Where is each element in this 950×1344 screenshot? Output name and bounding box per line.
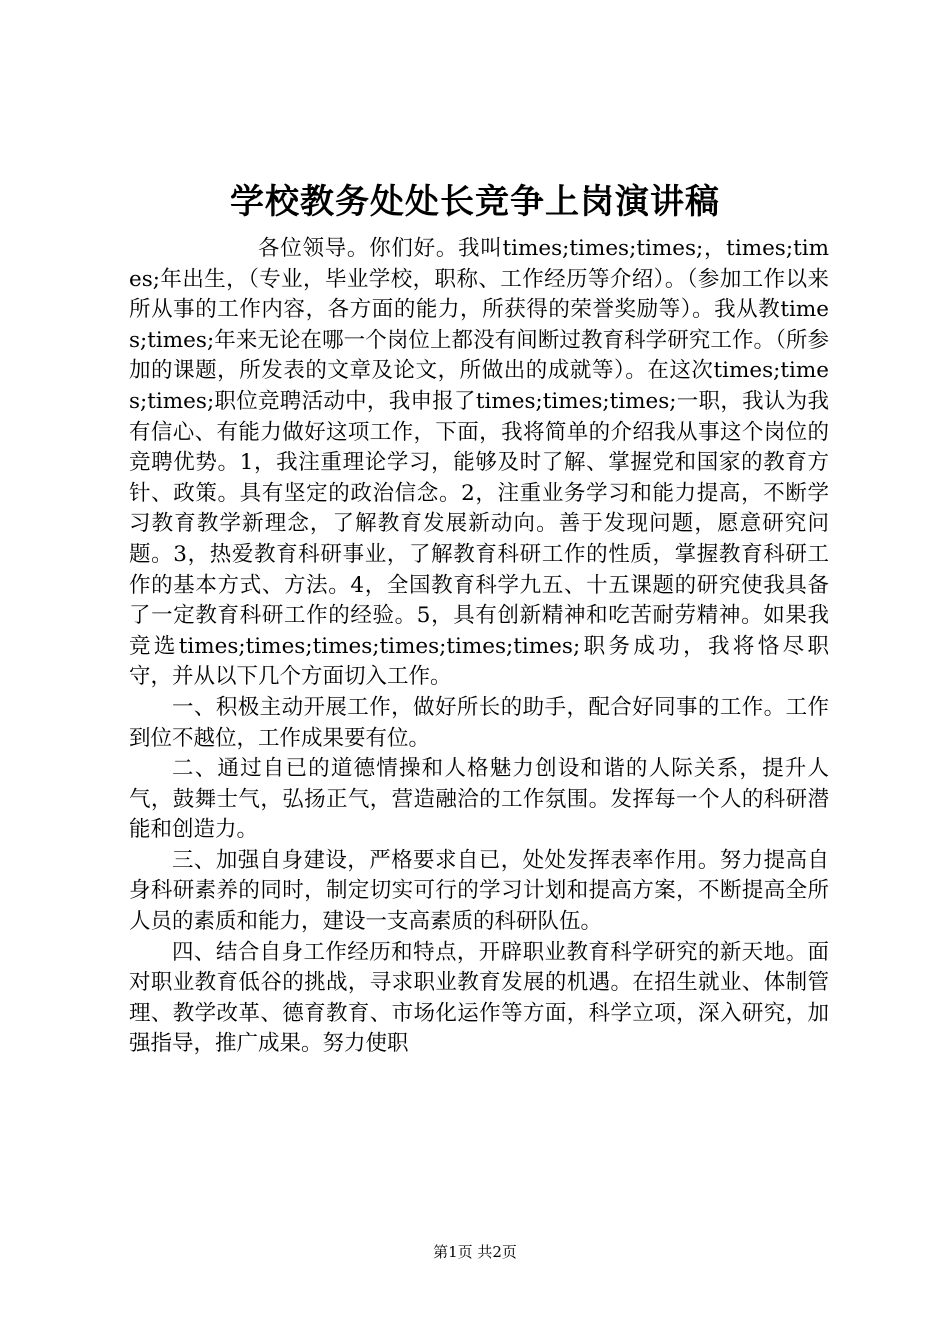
document-title: 学校教务处处长竞争上岗演讲稿 — [230, 182, 720, 222]
paragraph-item-1: 一、积极主动开展工作，做好所长的助手，配合好同事的工作。工作到位不越位，工作成果要有位。 — [129, 694, 829, 751]
paragraph-item-4: 四、结合自身工作经历和特点，开辟职业教育科学研究的新天地。面对职业教育低谷的挑战，寻求职业教育发展的机遇。在招生就业、体制管理、教学改革、德育教育、市场化运作等方面，科学立项，深入研究，加强指导，推广成果。努力使职 — [129, 939, 829, 1057]
paragraph-item-2: 二、通过自已的道德情操和人格魅力创设和谐的人际关系，提升人气，鼓舞士气，弘扬正气，营造融洽的工作氛围。发挥每一个人的科研潜能和创造力。 — [129, 756, 829, 843]
document-body — [129, 234, 829, 1060]
paragraph-item-3: 三、加强自身建设，严格要求自已，处处发挥表率作用。努力提高自身科研素养的同时，制定切实可行的学习计划和提高方案，不断提高全所人员的素质和能力，建设一支高素质的科研队伍。 — [129, 847, 829, 935]
paragraph-intro: 各位领导。你们好。我叫times;times;times;，times;times;年出生，（专业，毕业学校，职称、工作经历等介绍）。（参加工作以来所从事的工作内容，各方面的能力，所获得的荣誉奖励等）。我从教times;times;年来无论在哪一个岗位上都没有间断过教育科学研究工作。（所参加的课题，所发表的文章及论文，所做出的成就等）。在这次times;times;times;职位竞聘活动中，我申报了times;times;times;一职，我认为我有信心、有能力做好这项工作，下面，我将简单的介绍我从事这个岗位的竞聘优势。1，我注重理论学习，能够及时了解、掌握党和国家的教育方针、政策。具有坚定的政治信念。2，注重业务学习和能力提高，不断学习教育教学新理念，了解教育发展新动向。善于发现问题，愿意研究问题。3，热爱教育科研事业，了解教育科研工作的性质，掌握教育科研工作的基本方式、方法。4，全国教育科学九五、十五课题的研究使我具备了一定教育科研工作的经验。5，具有创新精神和吃苦耐劳精神。如果我竞选times;times;times;times;times;times;职务成功，我将恪尽职守，并从以下几个方面切入工作。 — [129, 236, 829, 690]
page-number-footer: 第1页 共2页 — [433, 1243, 517, 1261]
